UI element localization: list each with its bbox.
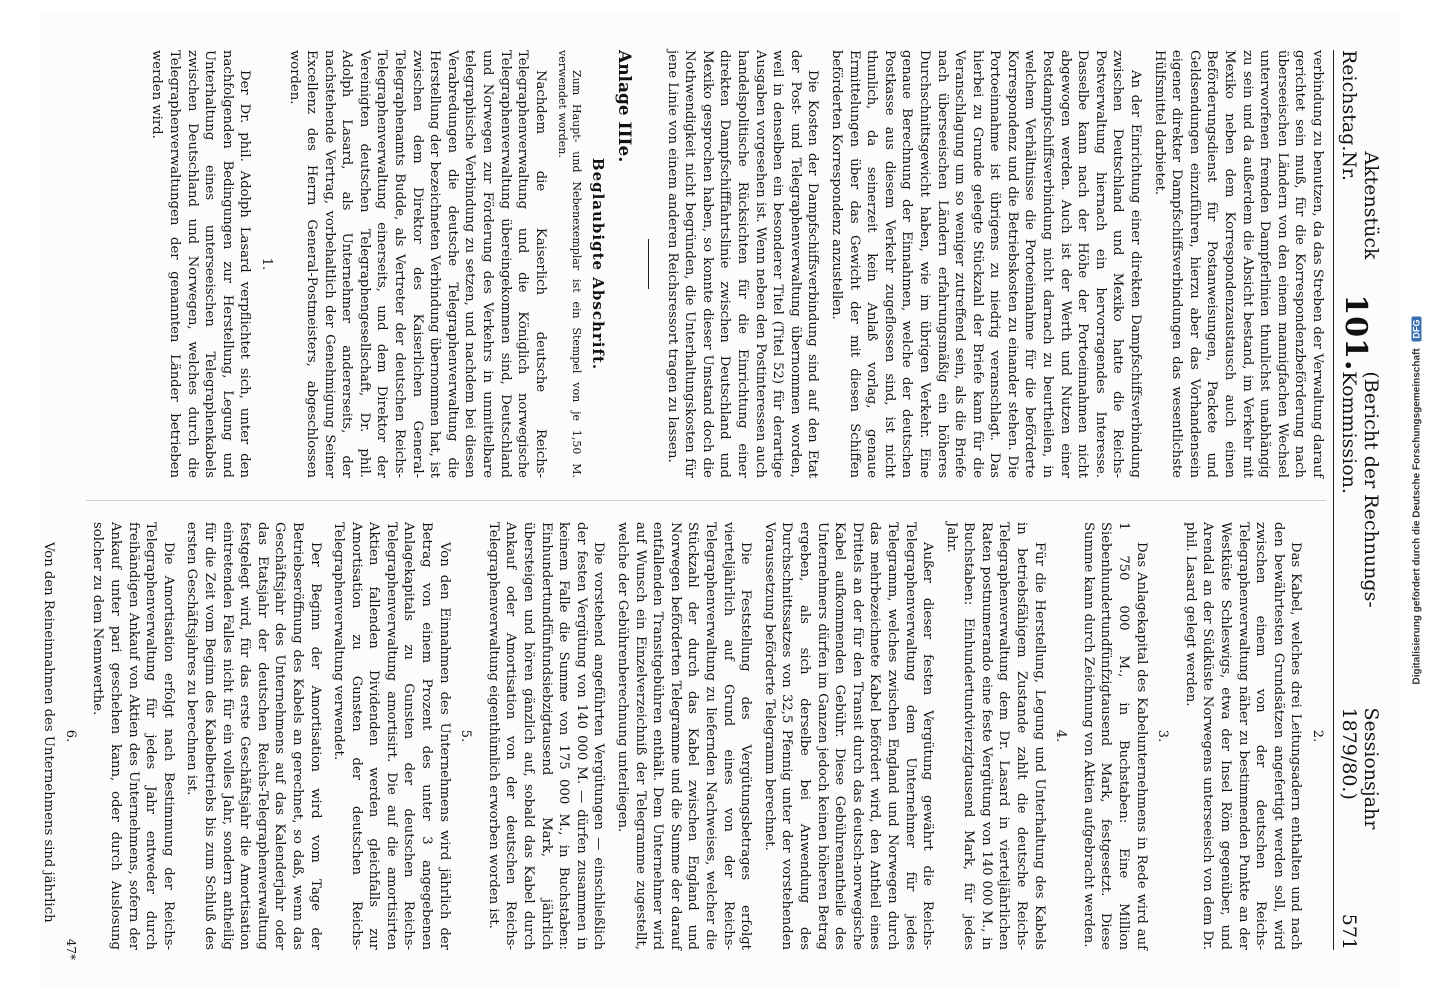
header-akten-label: Aktenstück Nr.: [1338, 151, 1382, 260]
section-text: Der Dr. phil. Adolph Lasard verpflichtet sich, unter den nachfolgenden Bedingungen zur Herstellung, Legung und Unterhaltung eines unterseeischen Telegraphenkabels zwischen Deutschland und Norwegen, welches durch die Telegraphenverwaltungen der genannten Länder betrieben werden wird.: [149, 50, 253, 478]
section-text: Der Beginn der Amortisation wird vom Tage der Betriebseröffnung des Kabels an gerechnet, so daß, wenn das Geschäftsjahr des Unternehmens auf das Kalenderjahr oder das Etatsjahr der deutschen Reichs-Telegraphenverwaltung festgelegt wird, für das erste Geschäftsjahr die Amortisation eintretenden Falles nicht für ein volles Jahr, sondern antheilig für die Zeit vom Beginn des Kabelbetriebs bis zum Schluß des ersten Geschäftsjahres zu berechnen ist.: [184, 522, 323, 950]
header-number: 101.: [1338, 294, 1373, 372]
left-paragraph: An der Einrichtung einer direkten Dampfschiffsverbindung zwischen Deutschland und Mexiko hatte die Reichs-Postverwaltung hiernach ein hervorragendes Interesse. Dasselbe kann nach der Höhe der Portoeinnahmen nicht abgewogen werden. Auch ist der Werth und Nutzen einer Postdampfschiffsverbindung nicht darnach zu beurtheilen, in welchem Verhältnisse die Portoeinnahme für die beförderte Korrespondenz und die Betriebskosten zu einander stehen. Die Portoeinnahme ist übrigens zu niedrig veranschlagt. Das hierbei zu Grunde gelegte Stückzahl der Briefe kann für die Veranschlagung um so weniger zutreffend sein, als die Briefe nach überseeischen Ländern erfahrungsmäßig ein höheres Durchschnittsgewicht haben, wie im übrigen Verkehr. Eine genaue Berechnung der Einnahmen, welche der deutschen Postkasse aus diesem Verkehr zugeflossen sind, ist nicht thunlich, da seinerzeit kein Anlaß vorlag, genaue Ermittelungen über das Gewicht der mit diesen Schiffen beförderten Korrespondenz anzustellen.: [828, 50, 1144, 478]
dfg-logo: DFG: [1412, 316, 1422, 341]
header-reichstag: Reichstag.: [1338, 50, 1360, 152]
header-page-number: 571: [1338, 913, 1360, 950]
stempel-note: Zum Haupt- und Nebenexemplar ist ein Stempel von je 1,50 M. verwendet worden.: [555, 50, 583, 478]
header-aktenstueck: [1338, 151, 1382, 371]
section-text: Von den Einnahmen des Unternehmens wird jährlich der Betrag von einem Prozent des unter 3 angegebenen Anlagekapitals zu Gunsten der deutschen Reichs-Telegraphenverwaltung amortisirt. Die auf die amortisirten Aktien fallenden Dividenden werden gleichfalls zur Amortisation zu Gunsten der deutschen Reichs-Telegraphenverwaltung verwendet.: [331, 522, 452, 950]
section-text: Die Feststellung des Vergütungsbetrages erfolgt vierteljährlich auf Grund eines von der Reichs-Telegraphenverwaltung zu liefernden Nachweises, welcher die Stückzahl der durch das Kabel zwischen England und Norwegen beförderten Telegramme und die Summe der darauf entfallenden Transitgebühren enthält. Dem Unternehmer wird auf Wunsch ein Einzelverzeichniß der Telegramme zugestellt, welche der Gebührenberechnung unterliegen.: [615, 522, 754, 950]
section-text: Außer dieser festen Vergütung gewährt die Reichs-Telegraphenverwaltung dem Unternehmer für jedes Telegramm, welches zwischen England und Norwegen durch das mehrbezeichnete Kabel befördert wird, den Antheil eines Drittels an der für den Transit durch das deutsch-norwegische Kabel aufkommenden Gebühr. Diese Gebührenantheile des Unternehmers dürfen im Ganzen jedoch keinen höheren Betrag ergeben, als sich derselbe bei Anwendung des Durchschnittssatzes von 32,5 Pfennig unter der vorstehenden Voraussetzung beförderte Telegramm berechnet.: [761, 522, 936, 950]
section-text: Das Anlagekapital des Kabelunternehmens in Rede wird auf 1 750 000 M., in Buchstaben: Eine Million Siebenhundertundfünfzigtausend Mark, festgesetzt. Diese Summe kann durch Zeichnung von Aktien aufgebracht werden.: [1080, 522, 1149, 950]
right-column: [40, 522, 1326, 950]
section-text: Für die Herstellung, Legung und Unterhaltung des Kabels in betriebsfähigem Zustande zahlt die deutsche Reichs-Telegraphenverwaltung dem Dr. Lasard in vierteljährlichen Raten postnumerando eine feste Vergütung von 140 000 M., in Buchstaben: Einhundertundvierzigtausend Mark, für jedes Jahr.: [943, 522, 1047, 950]
page-header: [1333, 50, 1382, 950]
header-title: (Bericht der Rechnungs-Kommission.: [1338, 371, 1382, 608]
beglaubigt-heading: Beglaubigte Abschrift.: [589, 157, 608, 371]
page-content: [40, 10, 1400, 990]
column-divider: [86, 500, 1326, 501]
scanned-page: [40, 10, 1400, 990]
section-text: Von den Reineinnahmen des Unternehmens sind jährlich: [41, 542, 57, 923]
signature-mark: 47*: [64, 938, 78, 960]
digitization-credit: [1408, 10, 1426, 990]
section-number: 6.: [62, 729, 78, 743]
left-column: [142, 50, 1326, 478]
header-session: Sessionsjahr 1879/80.): [1338, 707, 1382, 830]
section-number: 4.: [1053, 729, 1069, 743]
section-text: Die vorstehend angeführten Vergütungen — einschließlich der festen Vergütung von 140 000 M. — dürfen zusammen in keinem Falle die Summe von 175 000 M., in Buchstaben: Einhundertundfünfundsiebzigtausend Mark, jährlich übersteigen und hören gänzlich auf, sobald das Kabel durch Ankauf oder Amortisation von der deutschen Reichs-Telegraphenverwaltung eigenthümlich erworben worden ist.: [485, 522, 607, 950]
credit-text: Digitalisierung gefördert durch die Deutsche Forschungsgemeinschaft: [1411, 347, 1423, 684]
anlage-heading: Anlage IIIe.: [614, 50, 635, 163]
section-number: 5.: [458, 729, 474, 743]
section-text: Das Kabel, welches drei Leitungsadern enthalten und nach den bewährtesten Grundsätzen angefertigt werden soll, wird zwischen einem von der deutschen Reichs-Telegraphenverwaltung näher zu bestimmenden Punkte an der Westküste Schleswigs, etwa der Insel Röm gegenüber, und Arendal an der Südküste Norwegens unterseeisch von dem Dr. phil. Lasard gelegt werden.: [1182, 522, 1304, 950]
section-number: 2.: [1310, 729, 1325, 743]
section-number: 1.: [258, 257, 274, 271]
divider-rule: [648, 239, 649, 289]
digitization-credit-text: [1412, 316, 1423, 684]
left-paragraph: Die Kosten der Dampfschiffsverbindung sind auf den Etat der Post- und Telegraphenverwaltung übernommen worden, weil in denselben ein besonderer Titel (Titel 52) für derartige Ausgaben vorgesehen ist. Wenn neben den Postinteressen auch handelspolitische Rücksichten für die Einrichtung einer direkten Dampfschifffahrtslinie zwischen Deutschland und Mexiko gesprochen haben, so konnte dieser Umstand doch die Nothwendigkeit nicht begründen, die Unterhaltungskosten für jene Linie von einem anderen Reichsressort tragen zu lassen.: [664, 50, 821, 478]
section-text: Die Amortisation erfolgt nach Bestimmung der Reichs-Telegraphenverwaltung für jedes Jahr entweder durch freihändigen Ankauf von Aktien des Unternehmens, sofern der Ankauf unter pari geschehen kann, oder durch Auslosung solcher zu dem Nennwerthe.: [90, 522, 176, 950]
left-paragraph: Nachdem die Kaiserlich deutsche Reichs-Telegraphenverwaltung und die Königlich norwegische Telegraphenverwaltung übereingekommen sind, Deutschland und Norwegen zur Förderung des Verkehrs in unmittelbare telegraphische Verbindung zu setzen, und nachdem bei diesen Verabredungen die deutsche Telegraphenverwaltung die Herstellung der bezeichneten Verbindung übernommen hat, ist zwischen dem Direktor des Kaiserlichen General-Telegraphenamts Budde, als Vertreter der deutschen Reichs-Telegraphenverwaltung einerseits, und dem Direktor der Vereinigten deutschen Telegraphengesellschaft, Dr. phil. Adolph Lasard, als Unternehmer andererseits, der nachstehende Vertrag, vorbehaltlich der Genehmigung Seiner Excellenz des Herrn General-Postmeisters, abgeschlossen worden.: [286, 50, 548, 478]
section-number: 3.: [1155, 729, 1171, 743]
left-paragraph: verbindung zu benutzen, da das Streben der Verwaltung darauf gerichtet sein muß, für die Korrespondenzbeförderung nach überseeischen Ländern von den einem mannigfachen Wechsel unterworfenen fremden Dampferlinien thunlichst unabhängig zu sein und da außerdem die Absicht bestand, im Verkehr mit Mexiko neben dem Korrespondenzaustausch auch einen Beförderungsdienst für Postanweisungen, Packete und Geldsendungen einzuführen, hierzu aber das Vorhandensein eigener direkter Dampfschiffsverbindungen das wesentlichste Hülfsmittel darbietet.: [1151, 50, 1325, 478]
